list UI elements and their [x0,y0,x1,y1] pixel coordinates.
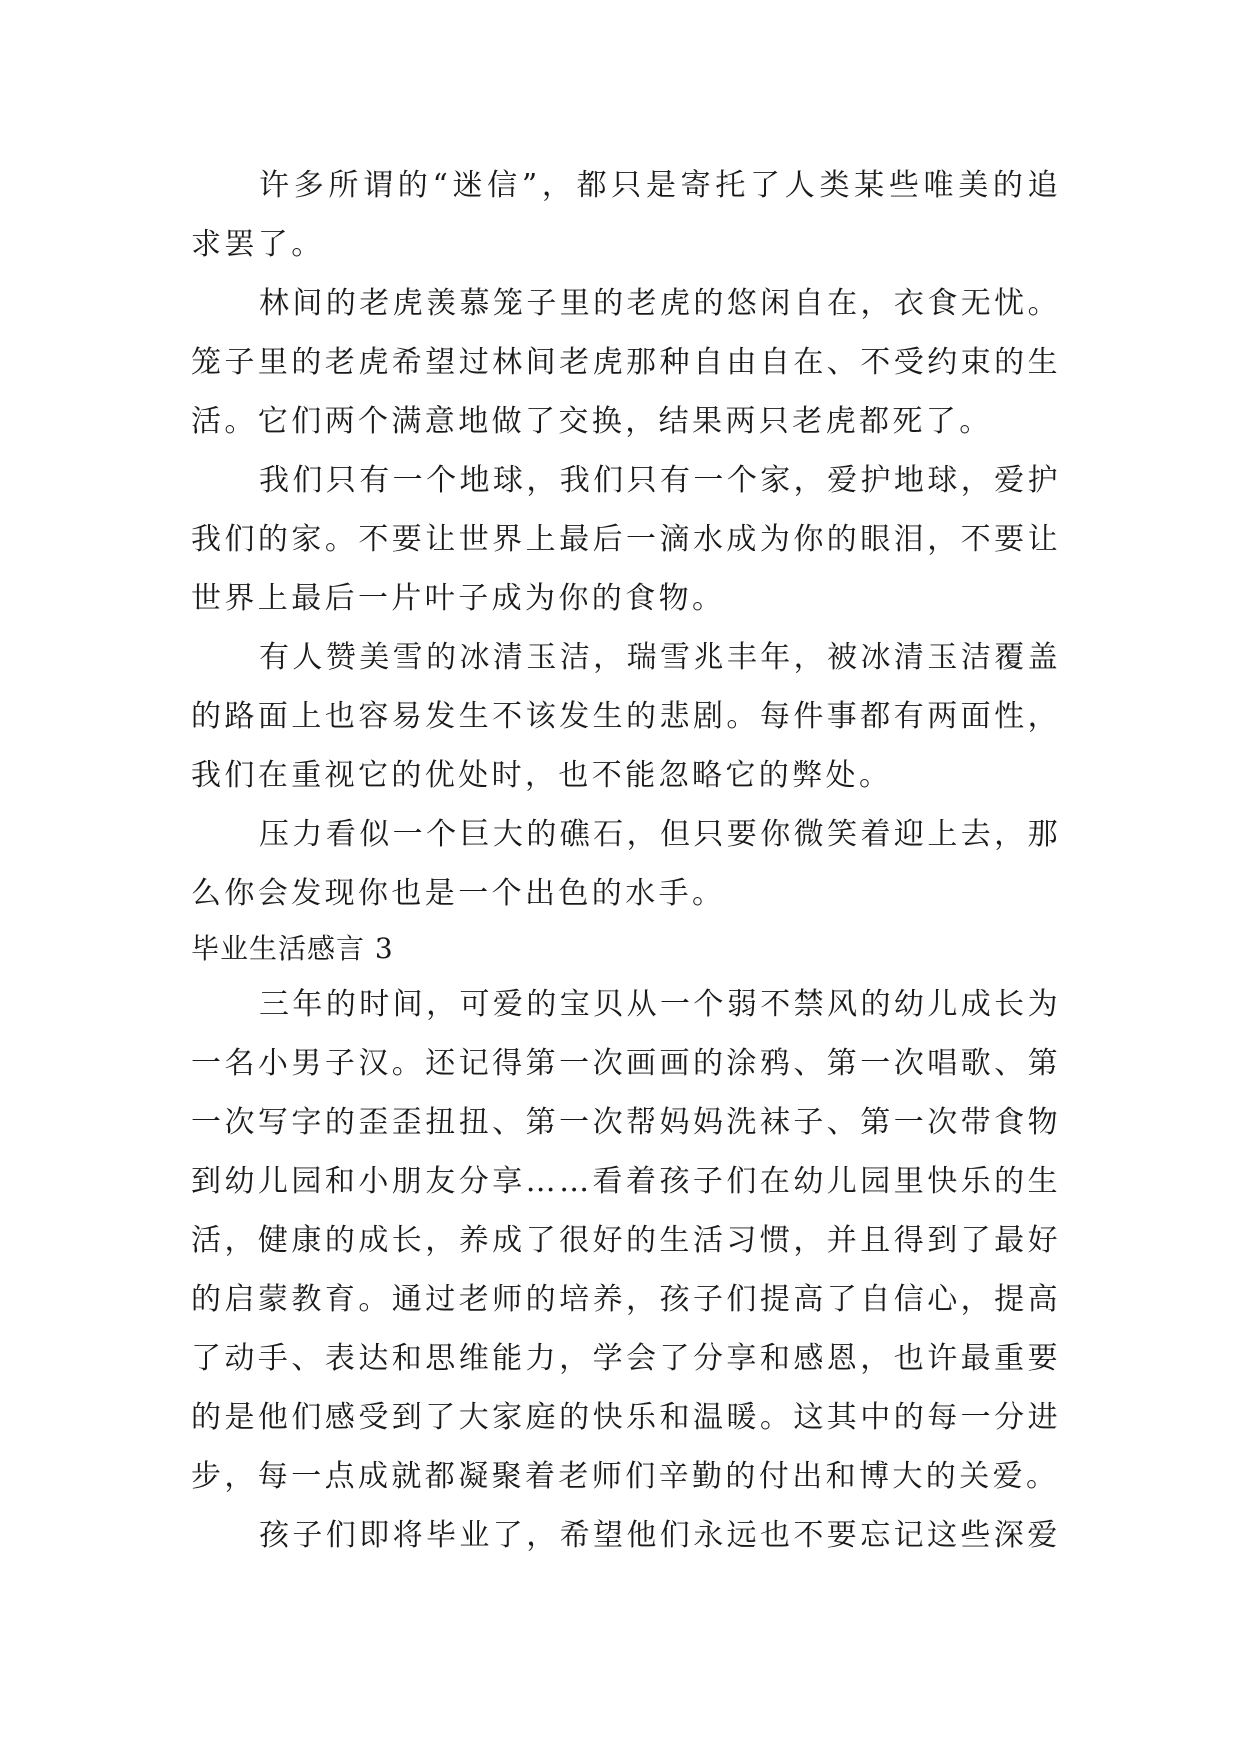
paragraph-snow: 有人赞美雪的冰清玉洁，瑞雪兆丰年，被冰清玉洁覆盖的路面上也容易发生不该发生的悲剧。每件事都有两面性，我们在重视它的优处时，也不能忽略它的弊处。 [191,640,1061,793]
document-body [191,156,1061,1565]
section-heading: 毕业生活感言 3 [191,932,394,965]
paragraph-tigers: 林间的老虎羡慕笼子里的老虎的悠闲自在，衣食无忧。笼子里的老虎希望过林间老虎那种自由自在、不受约束的生活。它们两个满意地做了交换，结果两只老虎都死了。 [191,286,1061,439]
paragraph-earth: 我们只有一个地球，我们只有一个家，爱护地球，爱护我们的家。不要让世界上最后一滴水成为你的眼泪，不要让世界上最后一片叶子成为你的食物。 [191,463,1061,616]
paragraph-graduation: 孩子们即将毕业了，希望他们永远也不要忘记这些深爱 [259,1518,1061,1553]
paragraph-three-years: 三年的时间，可爱的宝贝从一个弱不禁风的幼儿成长为一名小男子汉。还记得第一次画画的涂鸦、第一次唱歌、第一次写字的歪歪扭扭、第一次帮妈妈洗袜子、第一次带食物到幼儿园和小朋友分享……看着孩子们在幼儿园里快乐的生活，健康的成长，养成了很好的生活习惯，并且得到了最好的启蒙教育。通过老师的培养，孩子们提高了自信心，提高了动手、表达和思维能力，学会了分享和感恩，也许最重要的是他们感受到了大家庭的快乐和温暖。这其中的每一分进步，每一点成就都凝聚着老师们辛勤的付出和博大的关爱。 [191,987,1061,1494]
paragraph-pressure: 压力看似一个巨大的礁石，但只要你微笑着迎上去，那么你会发现你也是一个出色的水手。 [191,817,1061,911]
paragraph-superstition: 许多所谓的“迷信”，都只是寄托了人类某些唯美的追求罢了。 [191,168,1061,262]
